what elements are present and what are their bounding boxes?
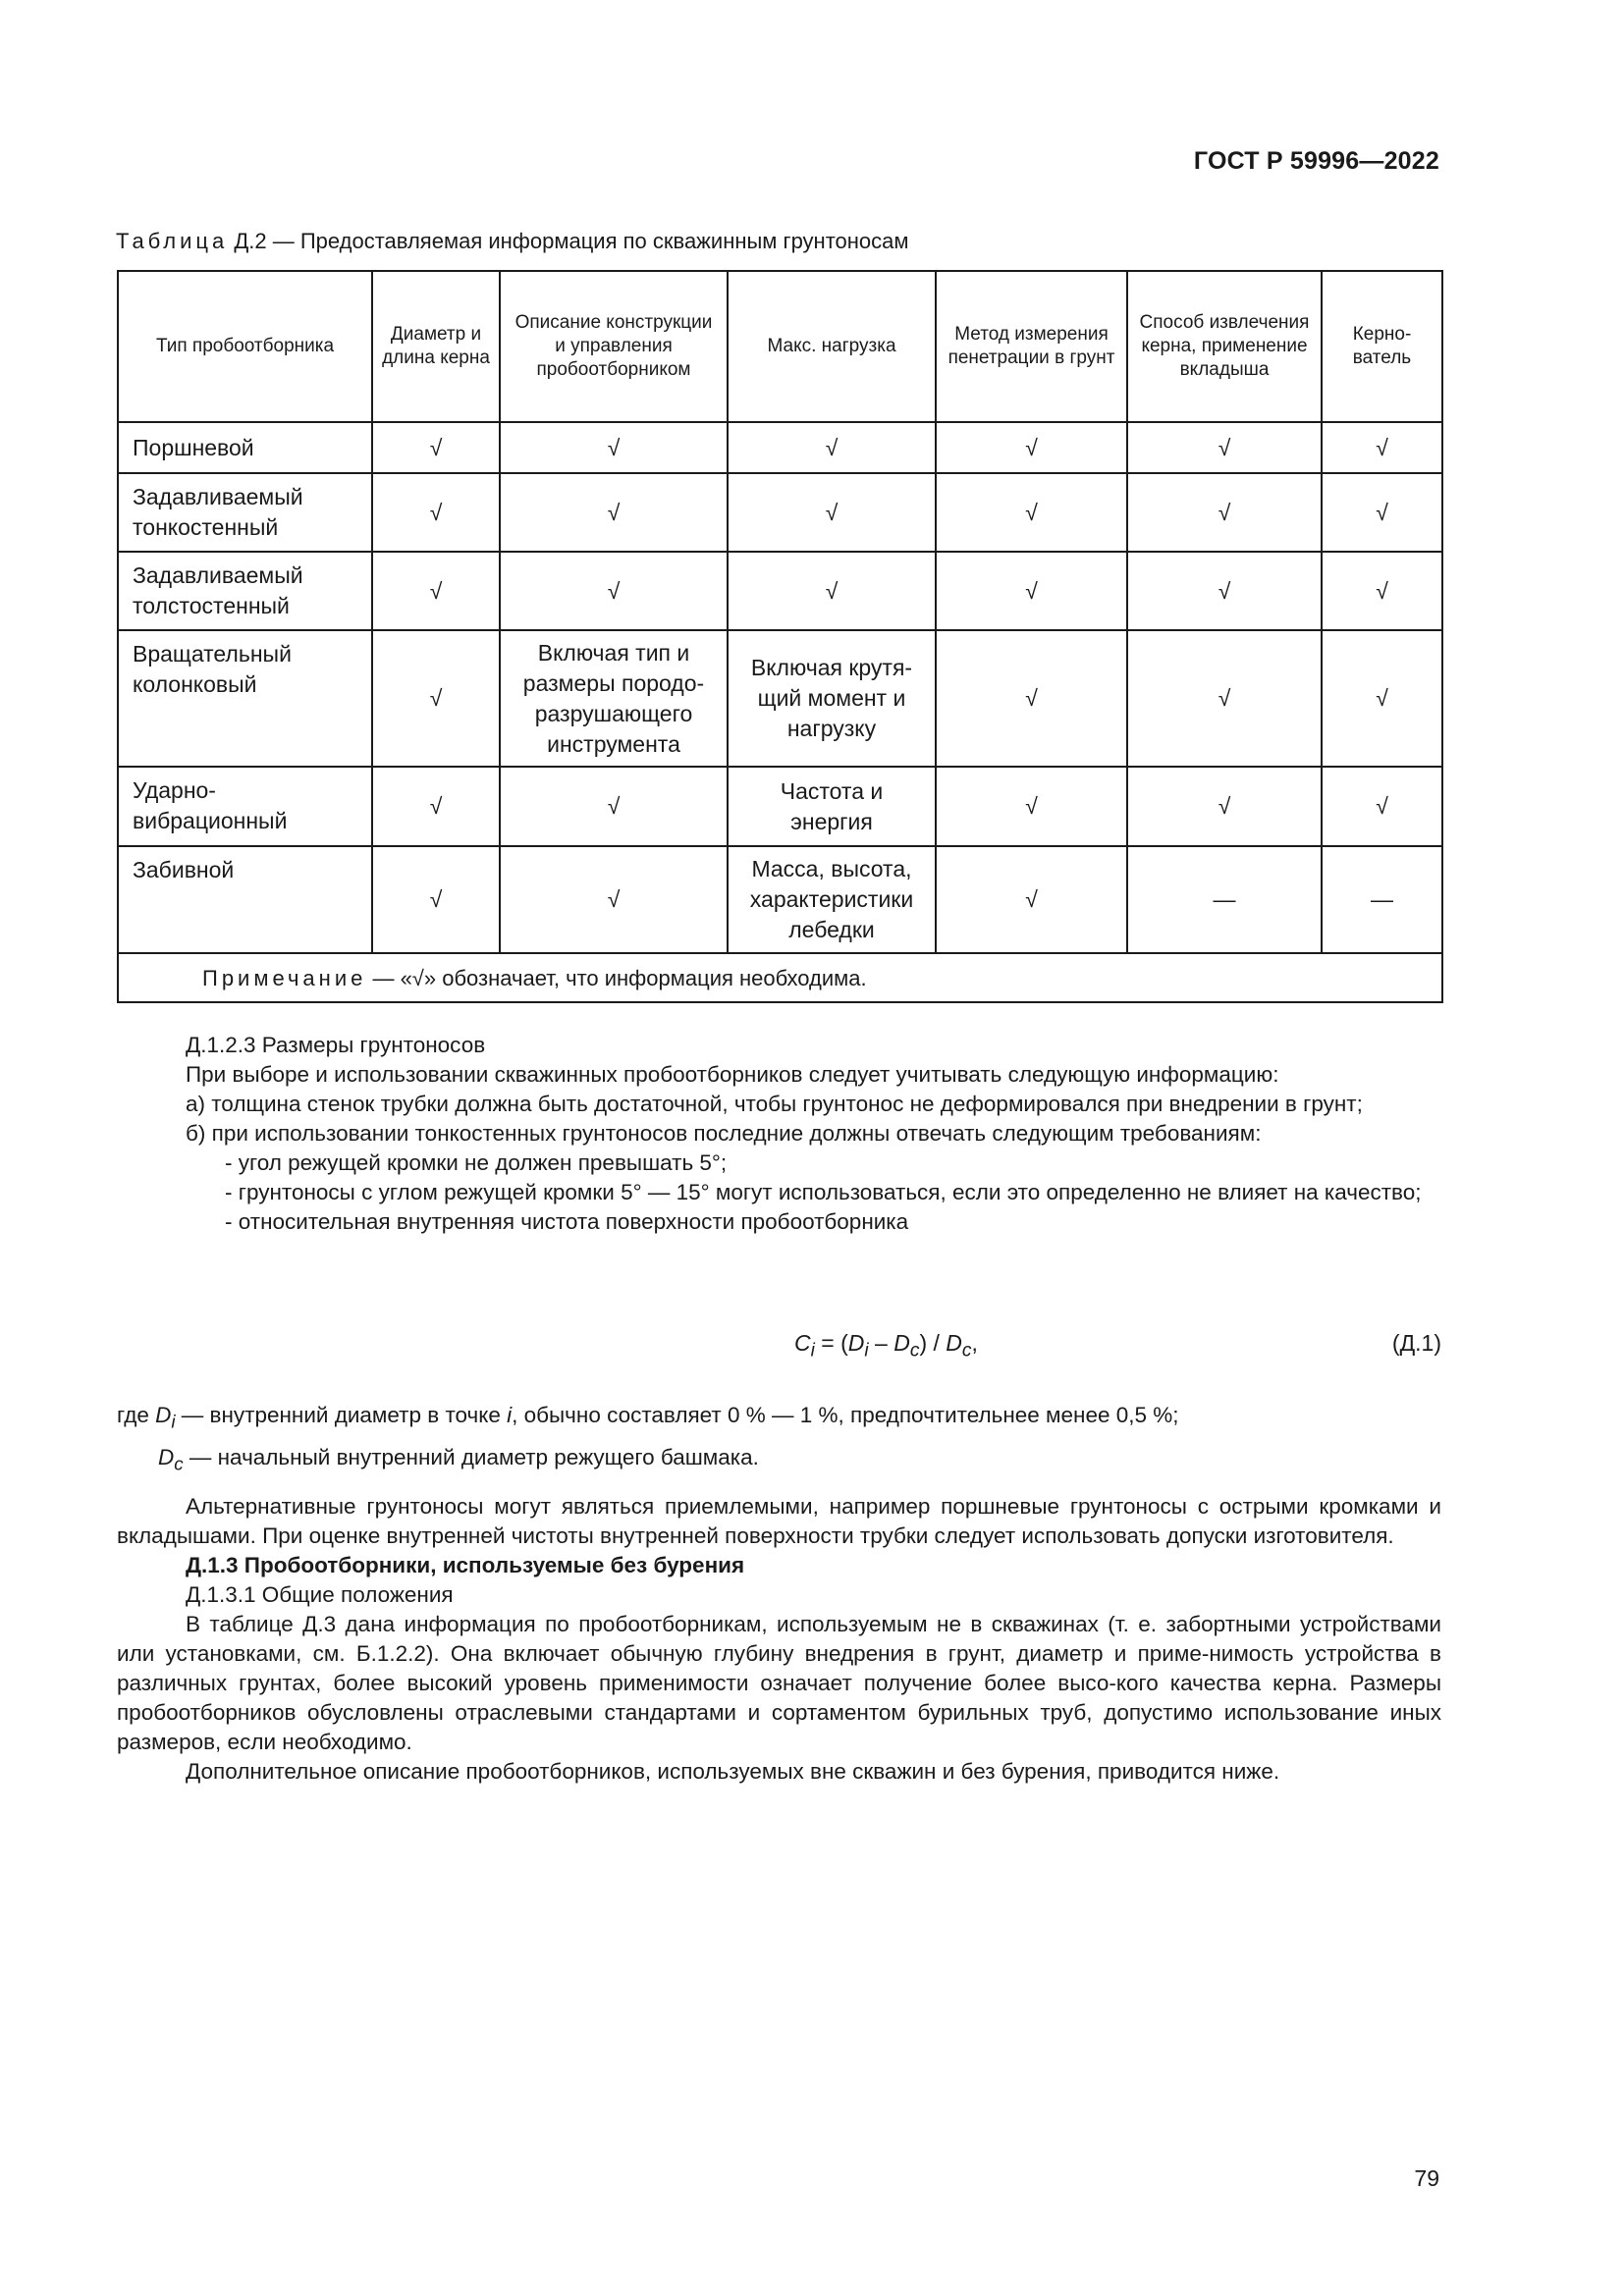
table-cell: —: [1127, 846, 1322, 953]
dash-item: - грунтоносы с углом режущей кромки 5° — 15° могут использоваться, если это определенно не влияет на качество;: [225, 1180, 1422, 1204]
table-cell: √: [1322, 422, 1442, 473]
table-cell: √: [936, 473, 1127, 552]
table-cell: √: [372, 630, 500, 767]
column-header: Способ извлечения керна, применение вкладыша: [1127, 271, 1322, 422]
table-cell: Включая крутя-щий момент и нагрузку: [728, 630, 936, 767]
table-caption: [116, 229, 909, 254]
table-cell: Масса, высота, характеристики лебедки: [728, 846, 936, 953]
table-row: [118, 422, 1442, 473]
table-cell: √: [1127, 767, 1322, 846]
table-cell: —: [1322, 846, 1442, 953]
formula-definitions: [117, 1398, 1441, 1481]
table-row: [118, 846, 1442, 953]
note-text: — «√» обозначает, что информация необходима.: [366, 965, 867, 990]
row-name: Забивной: [118, 846, 372, 953]
document-code: ГОСТ Р 59996—2022: [1193, 147, 1439, 175]
table-cell: √: [1127, 630, 1322, 767]
table-cell: √: [936, 630, 1127, 767]
page-number: 79: [1414, 2165, 1439, 2191]
table-cell: √: [1322, 473, 1442, 552]
column-header: Керно-ватель: [1322, 271, 1442, 422]
definition-di: где $D_i$ — внутренний диаметр в точке i, обычно составляет 0 % — 1 %, предпочтительнее менее 0,5 %;: [117, 1403, 1179, 1432]
table-cell: √: [1322, 630, 1442, 767]
table-cell: √: [936, 846, 1127, 953]
table-cell: √: [728, 473, 936, 552]
table-cell: √: [372, 422, 500, 473]
list-item: б) при использовании тонкостенных грунтоносов последние должны отвечать следующим требованиям:: [186, 1121, 1262, 1146]
formula-number: (Д.1): [1391, 1330, 1441, 1356]
table-cell: √: [372, 846, 500, 953]
paragraph: При выборе и использовании скважинных пробоотборников следует учитывать следующую информацию:: [186, 1062, 1279, 1087]
formula-d1: [117, 1330, 1441, 1365]
column-header: Макс. нагрузка: [728, 271, 936, 422]
column-header: Диаметр и длина керна: [372, 271, 500, 422]
table-header-row: [118, 271, 1442, 422]
table-cell: √: [1322, 767, 1442, 846]
table-cell: √: [372, 767, 500, 846]
dash-item: - угол режущей кромки не должен превышать 5°;: [225, 1150, 728, 1175]
row-name: Вращательный колонковый: [118, 630, 372, 767]
table-cell: √: [728, 422, 936, 473]
paragraph: Альтернативные грунтоносы могут являться приемлемыми, например поршневые грунтоносы с острыми кромками и вкладышами. При оценке внутренней чистоты внутренней поверхности трубки следует использовать допуски изготовителя.: [117, 1494, 1441, 1548]
section-heading: Д.1.3 Пробоотборники, используемые без бурения: [186, 1553, 745, 1577]
dash-item: - относительная внутренняя чистота поверхности пробоотборника: [225, 1209, 909, 1234]
table-row: [118, 473, 1442, 552]
table-cell: √: [372, 552, 500, 630]
table-cell: Включая тип и размеры породо-разрушающего инструмента: [500, 630, 728, 767]
table-cell: √: [728, 552, 936, 630]
paragraph: Дополнительное описание пробоотборников, используемых вне скважин и без бурения, приводится ниже.: [186, 1759, 1280, 1784]
table-caption-text: Д.2 — Предоставляемая информация по скважинным грунтоносам: [228, 229, 909, 253]
subsection-heading: Д.1.3.1 Общие положения: [186, 1582, 454, 1607]
column-header: Описание конструкции и управления пробоотборником: [500, 271, 728, 422]
table-cell: √: [936, 552, 1127, 630]
row-name: Задавливаемый тонкостенный: [118, 473, 372, 552]
table-row: [118, 767, 1442, 846]
row-name: Поршневой: [118, 422, 372, 473]
table-row: [118, 552, 1442, 630]
table-cell: √: [500, 473, 728, 552]
table-cell: √: [500, 767, 728, 846]
table-row: [118, 630, 1442, 767]
table-cell: √: [1127, 552, 1322, 630]
table-cell: Частота и энергия: [728, 767, 936, 846]
table-note-row: [118, 953, 1442, 1002]
table-cell: √: [500, 552, 728, 630]
table-cell: √: [372, 473, 500, 552]
table-cell: √: [1127, 422, 1322, 473]
table-note: [118, 953, 1442, 1002]
table-cell: √: [936, 422, 1127, 473]
note-label: Примечание: [202, 965, 367, 990]
section-heading: Д.1.2.3 Размеры грунтоносов: [186, 1033, 486, 1057]
table-cell: √: [500, 422, 728, 473]
table-caption-label: Таблица: [116, 229, 229, 253]
table-cell: √: [1127, 473, 1322, 552]
table-cell: √: [1322, 552, 1442, 630]
row-name: Ударно-вибрационный: [118, 767, 372, 846]
definition-dc: $D_c$ — начальный внутренний диаметр режущего башмака.: [158, 1444, 759, 1473]
row-name: Задавливаемый толстостенный: [118, 552, 372, 630]
column-header: Тип пробоотборника: [118, 271, 372, 422]
list-item: а) толщина стенок трубки должна быть достаточной, чтобы грунтонос не деформировался при внедрении в грунт;: [186, 1092, 1363, 1116]
paragraph: В таблице Д.3 дана информация по пробоотборникам, используемым не в скважинах (т. е. забортными устройствами или установками, см. Б.1.2.2). Она включает обычную глубину внедрения в грунт, диаметр и приме-нимость устройства в различных грунтах, более высокий уровень применимости означает получение более высо-кого качества керна. Размеры пробоотборников обусловлены отраслевыми стандартами и сортаментом бурильных труб, допустимо использование иных размеров, если необходимо.: [117, 1612, 1441, 1754]
table-cell: √: [500, 846, 728, 953]
formula-expression: $C_i = (D_i - D_c) / D_c$,: [794, 1330, 978, 1362]
column-header: Метод измерения пенетрации в грунт: [936, 271, 1127, 422]
table-cell: √: [936, 767, 1127, 846]
section-samplers-without-drilling: [117, 1492, 1441, 1787]
section-core-sampler-sizes: [117, 1031, 1441, 1237]
sampler-info-table: [117, 270, 1443, 1003]
